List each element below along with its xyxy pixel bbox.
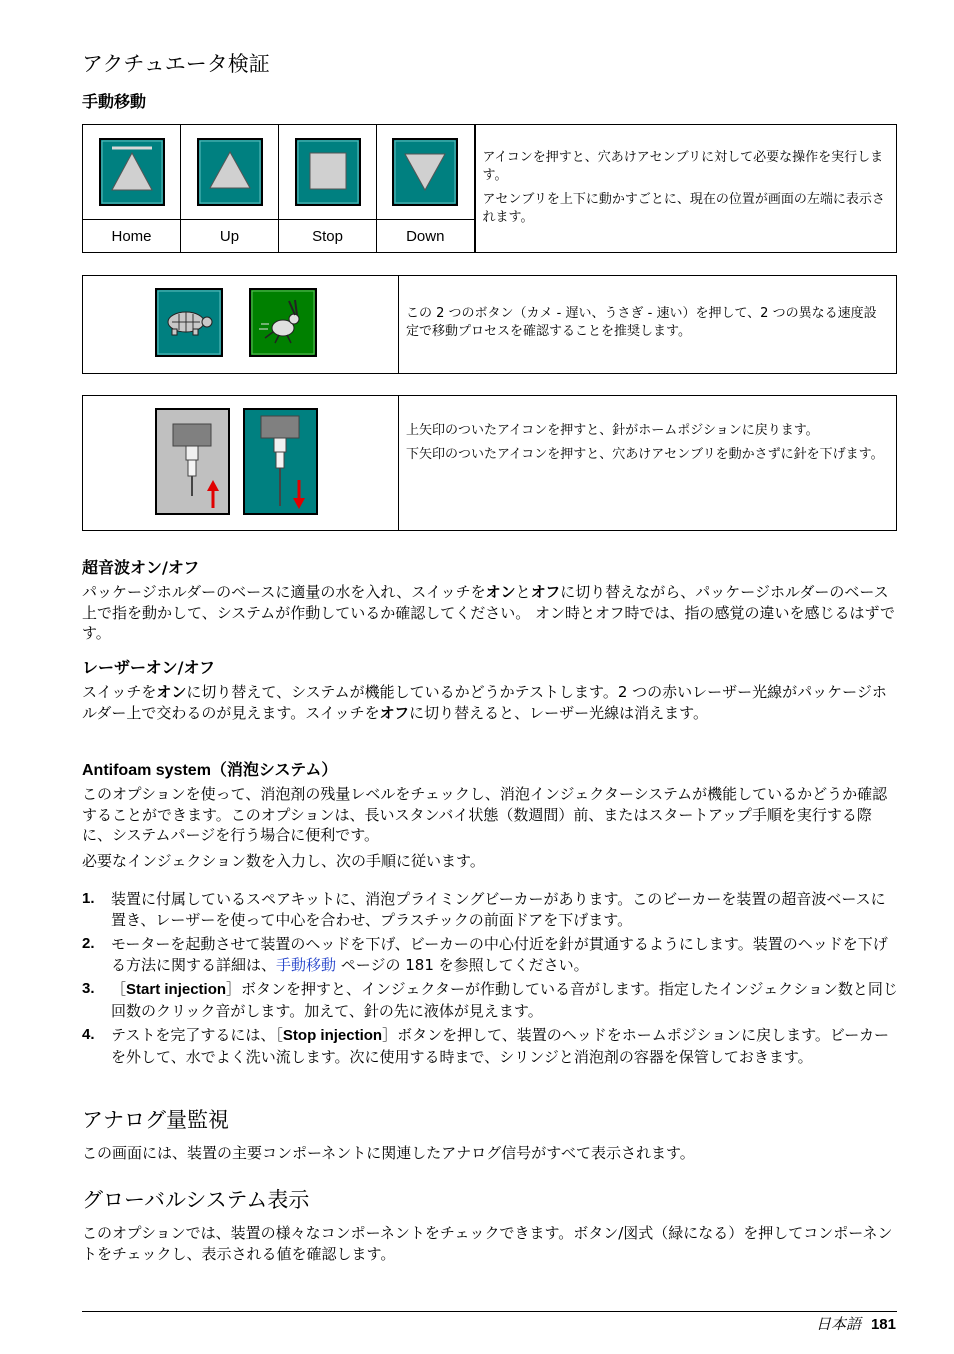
global-paragraph: このオプションでは、装置の様々なコンポーネントをチェックできます。ボタン/図式（緑になる）を押してコンポーネントをチェックし、表示される値を確認します。: [82, 1224, 893, 1263]
up-label: Up: [181, 220, 279, 253]
start-injection-label: Start injection: [126, 981, 227, 998]
home-label: Home: [83, 220, 181, 253]
stop-injection-label: Stop injection: [282, 1027, 383, 1044]
global-heading: グローバルシステム表示: [82, 1188, 310, 1212]
antifoam-paragraph-2: 必要なインジェクション数を入力し、次の手順に従います。: [82, 852, 485, 870]
turtle-icon[interactable]: [155, 288, 223, 357]
ultrasonic-heading: 超音波オン/オフ: [82, 558, 200, 577]
manual-move-desc-1: アイコンを押すと、穴あけアセンブリに対して必要な操作を実行します。: [482, 150, 884, 183]
section-title: アクチュエータ検証: [82, 52, 270, 76]
home-icon[interactable]: [99, 138, 165, 206]
needle-desc-1: 上矢印のついたアイコンを押すと、針がホームポジションに戻ります。: [406, 423, 819, 438]
manual-move-heading: 手動移動: [82, 92, 147, 111]
page-number: 181: [870, 1316, 896, 1333]
analog-heading: アナログ量監視: [82, 1108, 229, 1132]
needle-down-icon[interactable]: [243, 408, 318, 515]
stop-label: Stop: [279, 220, 377, 253]
stop-button-cell: [279, 125, 377, 220]
down-arrow-icon[interactable]: [392, 138, 458, 206]
rabbit-icon[interactable]: [249, 288, 317, 357]
needle-up-icon[interactable]: [155, 408, 230, 515]
down-label: Down: [377, 220, 475, 253]
footer-language: 日本語: [815, 1315, 861, 1333]
down-button-cell: [377, 125, 475, 220]
speed-description: この 2 つのボタン（カメ - 遅い、うさぎ - 速い）を押して、2 つの異なる速度設定で移動プロセスを確認することを推奨します。: [406, 306, 877, 339]
manual-move-table: [82, 124, 897, 253]
laser-paragraph: スイッチをオンに切り替えて、システムが機能しているかどうかテストします。2 つの赤いレーザー光線がパッケージホルダー上で交わるのが見えます。スイッチをオフに切り替えると、レーザー光線は消えます。: [82, 683, 887, 722]
stop-icon[interactable]: [295, 138, 361, 206]
up-arrow-icon[interactable]: [197, 138, 263, 206]
footer-rule: [82, 1311, 897, 1312]
needle-box: [82, 395, 897, 531]
laser-heading: レーザーオン/オフ: [82, 658, 216, 677]
step-3: 3. ［Start injection］ボタンを押すと、インジェクターが作動している音がします。指定したインジェクション数と同じ回数のクリック音がします。加えて、針の先に液体が見えます。: [82, 980, 898, 1020]
antifoam-heading: Antifoam system（消泡システム）: [82, 760, 338, 779]
ultrasonic-paragraph: パッケージホルダーのベースに適量の水を入れ、スイッチをオンとオフに切り替えながら、パッケージホルダーのベース上で指を動かして、システムが作動しているか確認してください。 オン時とオフ時では、指の感覚の違いを感じるはずです。: [82, 583, 895, 642]
step-1: 1. 装置に付属しているスペアキットに、消泡プライミングビーカーがあります。このビーカーを装置の超音波ベースに置き、レーザーを使って中心を合わせ、プラスチックの前面ドアを下げます。: [82, 890, 886, 929]
manual-move-link[interactable]: 手動移動: [276, 955, 337, 974]
footer: [816, 1313, 896, 1334]
needle-desc-2: 下矢印のついたアイコンを押すと、穴あけアセンブリを動かさずに針を下げます。: [406, 447, 884, 462]
step-4: 4. テストを完了するには、［Stop injection］ボタンを押して、装置のヘッドをホームポジションに戻します。ビーカーを外して、水でよく洗い流します。次に使用する時まで、シリンジと消泡剤の容器を保管しておきます。: [82, 1026, 890, 1066]
manual-move-description: [475, 125, 897, 253]
up-button-cell: [181, 125, 279, 220]
manual-move-desc-2: アセンブリを上下に動かすごとに、現在の位置が画面の左端に表示されます。: [482, 192, 885, 225]
needle-description: [406, 422, 888, 470]
home-button-cell: [83, 125, 181, 220]
antifoam-paragraph-1: このオプションを使って、消泡剤の残量レベルをチェックし、消泡インジェクターシステムが機能しているかどうか確認することができます。このオプションは、長いスタンバイ状態（数週間）前、またはスタートアップ手順を実行する際に、システムパージを行う場合に便利です。: [82, 785, 888, 844]
needle-box-divider: [398, 396, 399, 530]
analog-paragraph: この画面には、装置の主要コンポーネントに関連したアナログ信号がすべて表示されます。: [82, 1144, 695, 1162]
speed-box: [82, 275, 897, 374]
antifoam-steps: [82, 889, 898, 1071]
speed-box-divider: [398, 276, 399, 373]
step-2: 2. モーターを起動させて装置のヘッドを下げ、ビーカーの中心付近を針が貫通するようにします。装置のヘッドを下げる方法に関する詳細は、手動移動 ページの 181 を参照してください。: [82, 935, 888, 974]
